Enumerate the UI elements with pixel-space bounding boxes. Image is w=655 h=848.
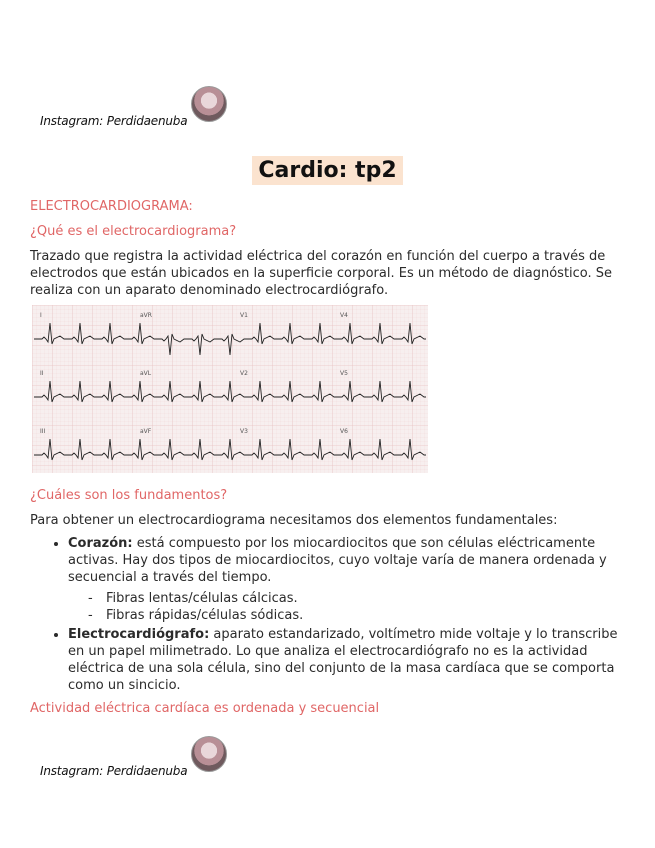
bullet-term: Corazón: <box>68 536 133 551</box>
ecg-lead-label: V5 <box>340 370 348 377</box>
bullet-text: aparato estandarizado, voltímetro mide voltaje y lo transcribe en un papel milimetrado. Lo que analiza el electrocardiógrafo no es la actividad eléctrica de una sola célula, sino del conjunto de la masa cardíaca que se comporta como un sincicio. <box>68 627 618 693</box>
list-item <box>68 626 626 694</box>
sub-item-text: Fibras lentas/células cálcicas. <box>106 591 298 606</box>
instagram-watermark-top <box>40 94 227 130</box>
sub-list <box>68 590 626 624</box>
ecg-lead-label: V3 <box>240 428 248 435</box>
bullet-text: está compuesto por los miocardiocitos que son células eléctricamente activas. Hay dos tipos de miocardiocitos, cuyo voltaje varía de manera ordenada y secuencial a través del tiempo. <box>68 536 607 585</box>
sub-item-text: Fibras rápidas/células sódicas. <box>106 608 304 623</box>
ecg-lead-label: aVR <box>140 312 152 319</box>
section-heading: ELECTROCARDIOGRAMA: <box>30 199 193 214</box>
avatar <box>191 736 227 772</box>
ecg-lead-label: V6 <box>340 428 348 435</box>
ecg-lead-label: V4 <box>340 312 348 319</box>
paragraph-definition: Trazado que registra la actividad eléctrica del corazón en función del cuerpo a través de electrodos que están ubicados en la superficie corporal. Es un método de diagnóstico. Se realiza con un aparato denominado electrocardiógrafo. <box>30 249 613 298</box>
instagram-handle: Instagram: Perdidaenuba <box>40 114 188 128</box>
page-title: Cardio: tp2 <box>252 156 402 185</box>
sub-list-item <box>88 590 626 607</box>
bullet-term: Electrocardiógrafo: <box>68 627 210 642</box>
instagram-handle: Instagram: Perdidaenuba <box>40 764 188 778</box>
ecg-lead-label: II <box>40 370 44 377</box>
question-heading-2: ¿Cuáles son los fundamentos? <box>30 488 228 503</box>
avatar <box>191 86 227 122</box>
paragraph-intro: Para obtener un electrocardiograma necesitamos dos elementos fundamentales: <box>30 513 558 528</box>
list-item <box>68 535 626 624</box>
document-body <box>30 198 626 725</box>
ecg-lead-label: V2 <box>240 370 248 377</box>
ecg-image <box>32 305 428 473</box>
ecg-lead-label: V1 <box>240 312 248 319</box>
ecg-lead-label: aVF <box>140 428 152 435</box>
ecg-lead-label: III <box>40 428 46 435</box>
fundamentals-list <box>30 535 626 694</box>
ecg-lead-label: I <box>40 312 42 319</box>
instagram-watermark-bottom <box>40 744 227 780</box>
ecg-lead-label: aVL <box>140 370 152 377</box>
sub-list-item <box>88 607 626 624</box>
question-heading-1: ¿Qué es el electrocardiograma? <box>30 224 237 239</box>
closing-statement: Actividad eléctrica cardíaca es ordenada y secuencial <box>30 701 380 716</box>
